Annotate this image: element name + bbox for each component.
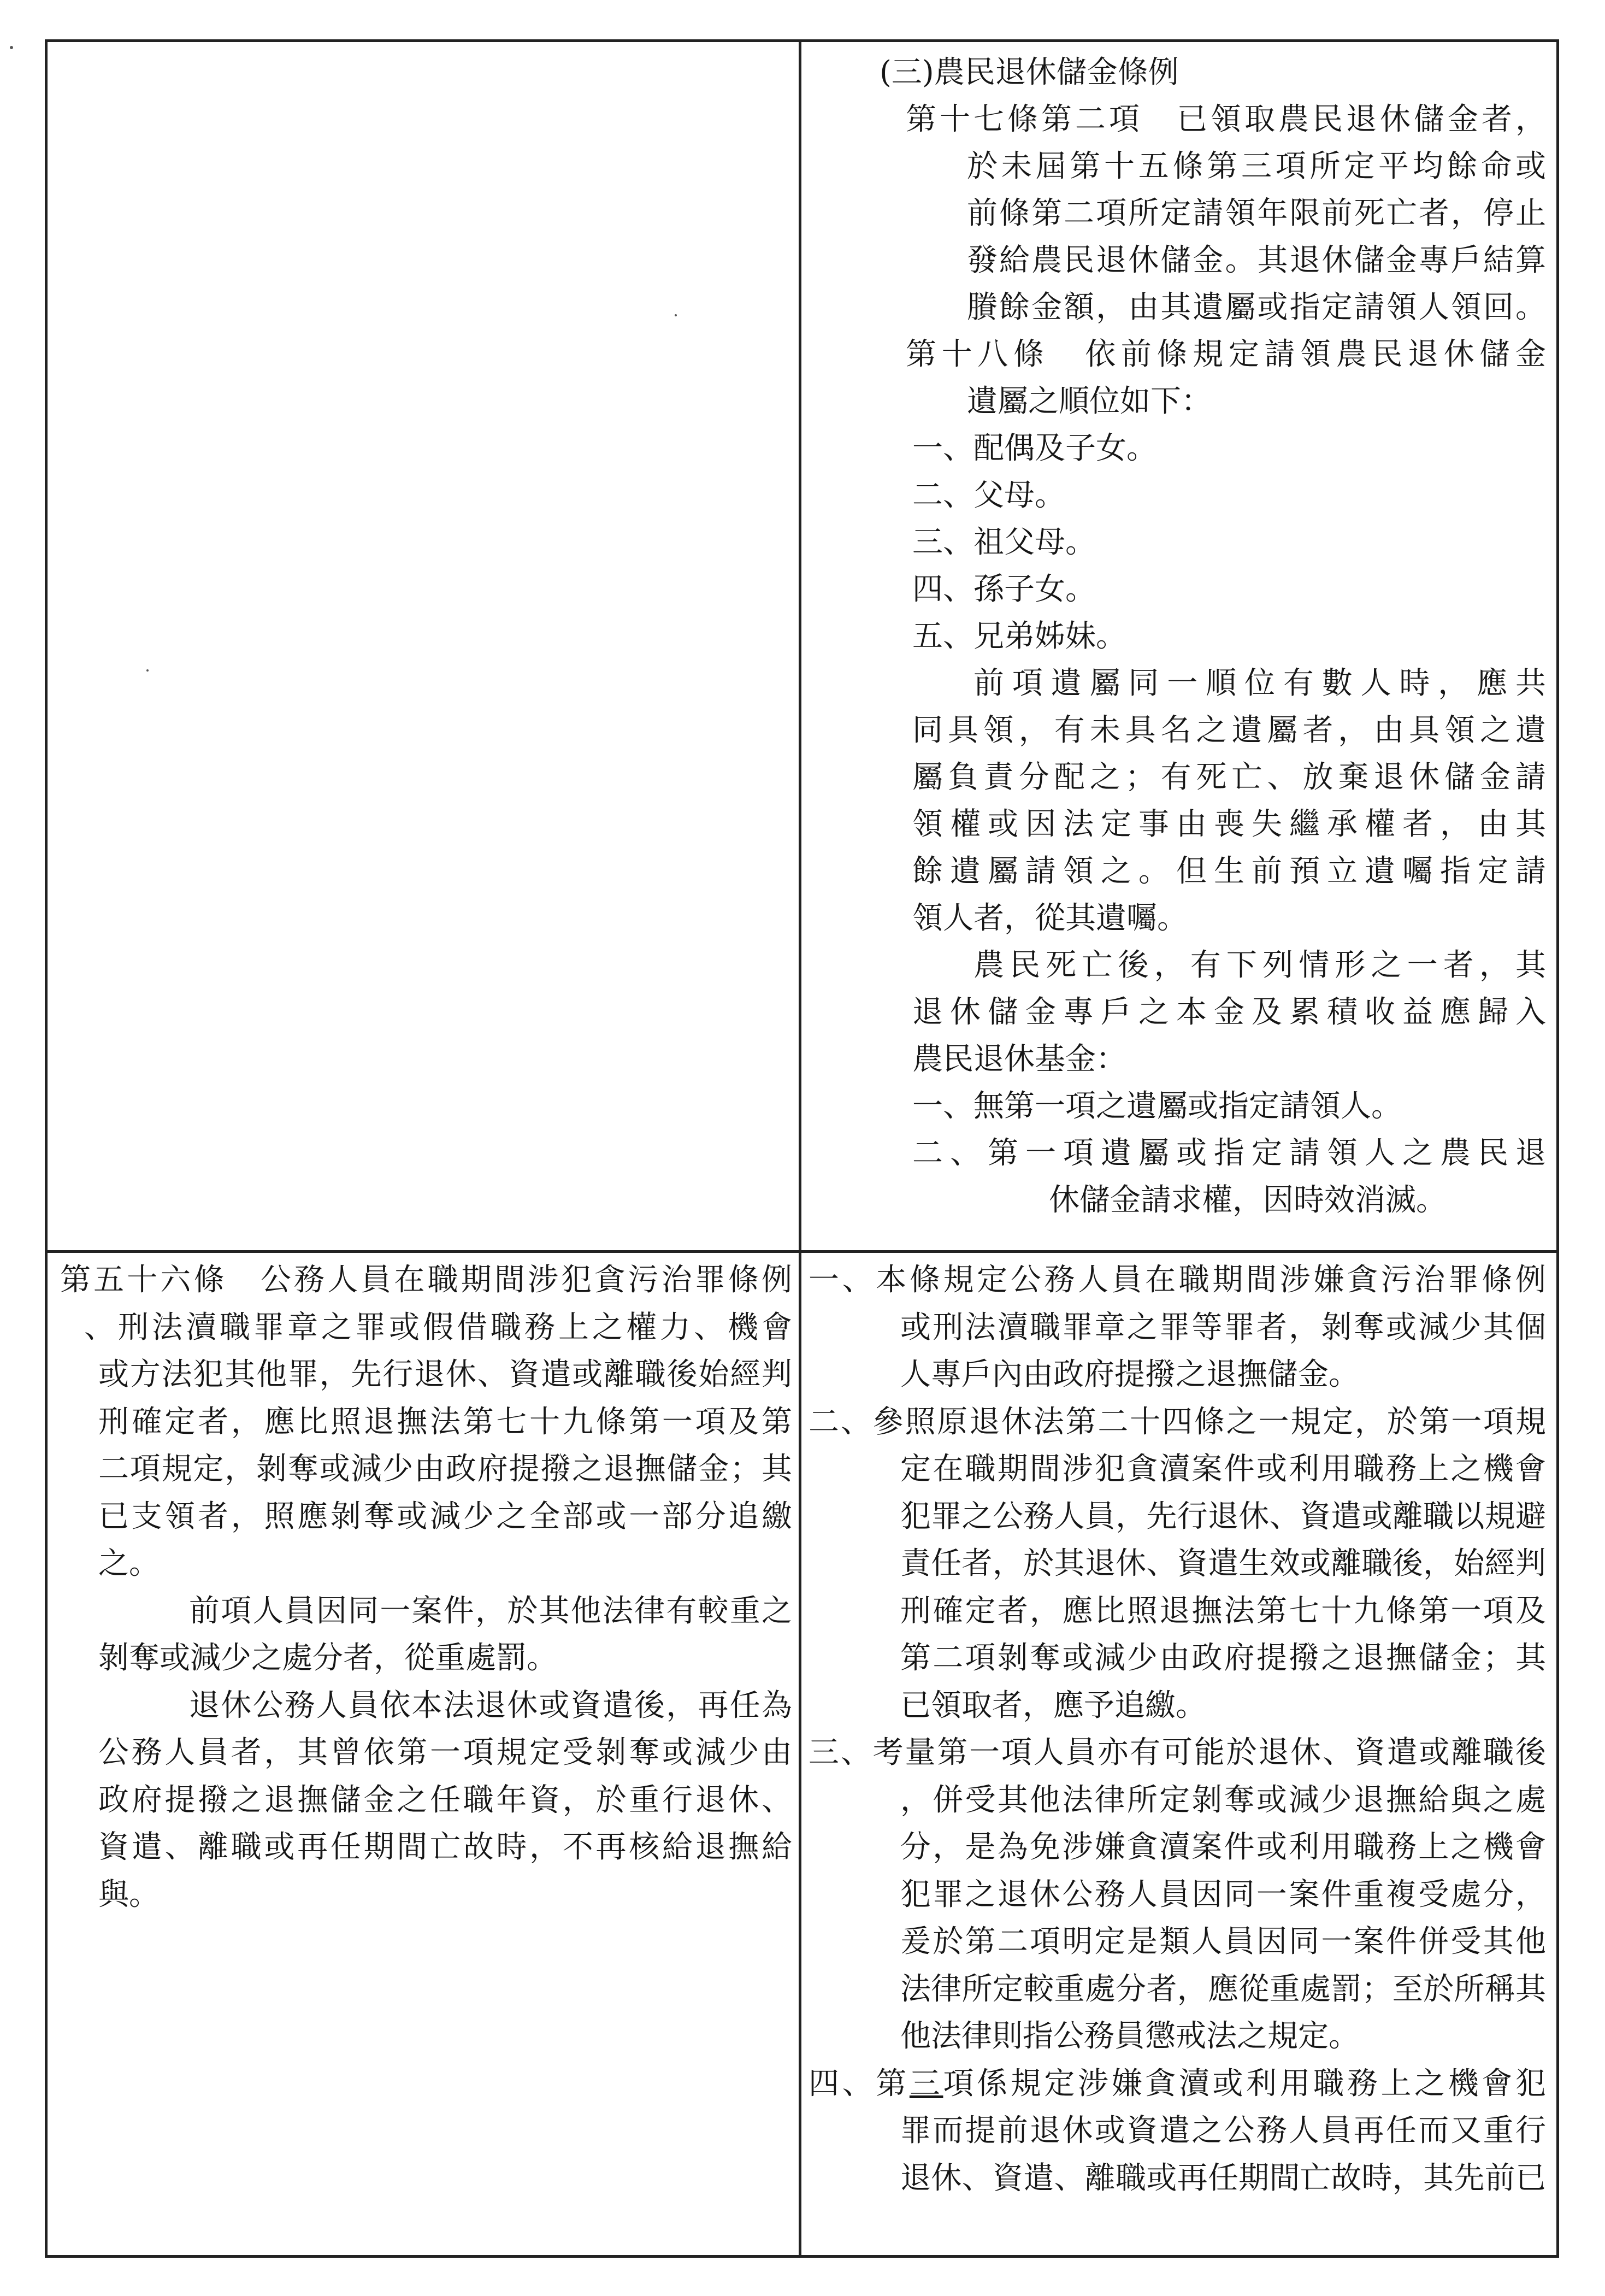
list-item: 一、配偶及子女。: [912, 431, 1157, 466]
explanation-line: 犯罪之公務人員，先行退休、資遣或離職以規避: [900, 1498, 1546, 1534]
paragraph-line: 同具領，有未具名之遺屬者，由具領之遺: [912, 713, 1546, 748]
paragraph-line: 農民死亡後，有下列情形之一者，其: [973, 947, 1546, 983]
article-17-line: 前條第二項所定請領年限前死亡者，停止: [967, 196, 1546, 231]
explanation-line: 他法律則指公務員懲戒法之規定。: [900, 2018, 1359, 2054]
article-56-line: 或方法犯其他罪，先行退休、資遣或離職後始經判: [98, 1357, 792, 1392]
list-item: 二、父母。: [912, 478, 1065, 513]
explanation-line: ，併受其他法律所定剝奪或減少退撫給與之處: [900, 1782, 1546, 1818]
scan-speck: [10, 46, 13, 49]
paragraph-line: 前項遺屬同一順位有數人時，應共: [973, 666, 1546, 701]
explanation-item-4: [809, 2060, 1546, 2203]
article-17-line: 於未屆第十五條第三項所定平均餘命或: [967, 149, 1546, 184]
paragraph-line: 屬負責分配之；有死亡、放棄退休儲金請: [912, 760, 1546, 795]
paragraph-after-death: [809, 942, 1546, 1083]
article-18-block: [809, 331, 1546, 425]
explanation-line: 刑確定者，應比照退撫法第七十九條第一項及: [900, 1593, 1546, 1629]
explanation-line: 二、參照原退休法第二十四條之一規定，於第一項規: [809, 1404, 1546, 1440]
article-56-cell: [60, 1257, 792, 2251]
item-4-prefix: 四、第: [809, 2065, 910, 2101]
article-56-line: 、刑法瀆職罪章之罪或假借職務上之權力、機會: [84, 1309, 792, 1345]
explanation-line: 第二項剝奪或減少由政府提撥之退撫儲金；其: [900, 1640, 1546, 1676]
explanation-line: 人專戶內由政府提撥之退撫儲金。: [900, 1357, 1359, 1392]
article-18-line: 第十八條 依前條規定請領農民退休儲金: [906, 337, 1546, 372]
paragraph-line: 領人者，從其遺囑。: [912, 900, 1188, 936]
row-divider: [45, 1250, 1559, 1253]
article-56-line: 已支領者，照應剝奪或減少之全部或一部分追繳: [98, 1498, 792, 1534]
article-56-block: [60, 1257, 792, 1588]
article-18-line: 遺屬之順位如下：: [967, 384, 1212, 419]
explanation-item-1: [809, 1257, 1546, 1399]
sub-item-line: 二、第一項遺屬或指定請領人之農民退: [912, 1135, 1546, 1171]
article-56-line: 刑確定者，應比照退撫法第七十九條第一項及第: [98, 1404, 792, 1440]
article-17-block: [809, 96, 1546, 331]
paragraph-line: 資遣、離職或再任期間亡故時，不再核給退撫給: [98, 1829, 792, 1865]
paragraph-line: 農民退休基金：: [912, 1041, 1126, 1077]
explanation-line: 分，是為免涉嫌貪瀆案件或利用職務上之機會: [900, 1829, 1546, 1865]
paragraph-line: 領權或因法定事由喪失繼承權者，由其: [912, 806, 1546, 842]
paragraph-line: 前項人員因同一案件，於其他法律有較重之: [189, 1593, 792, 1629]
explanation-line: 責任者，於其退休、資遣生效或離職後，始經判: [900, 1546, 1546, 1581]
article-56-paragraph-3: [60, 1682, 792, 1919]
article-17-line: 第十七條第二項 已領取農民退休儲金者，: [906, 102, 1546, 137]
explanation-line: [809, 2060, 1546, 2108]
list-item: 五、兄弟姊妹。: [912, 619, 1126, 654]
sub-item-1: 一、無第一項之遺屬或指定請領人。: [912, 1088, 1402, 1124]
paragraph-same-order: [809, 660, 1546, 942]
explanation-line: 法律所定較重處分者，應從重處罰；至於所稱其: [900, 1971, 1546, 2007]
explanation-line: 退休、資遣、離職或再任期間亡故時，其先前已: [900, 2160, 1546, 2196]
list-item: 四、孫子女。: [912, 572, 1096, 607]
explanation-line: 已領取者，應予追繳。: [900, 1687, 1206, 1723]
article-17-line: 發給農民退休儲金。其退休儲金專戶結算: [967, 243, 1546, 278]
sub-item-2: [809, 1130, 1546, 1224]
article-56-paragraph-2: [60, 1588, 792, 1682]
explanation-line: 定在職期間涉犯貪瀆案件或利用職務上之機會: [900, 1451, 1546, 1487]
explanation-item-3: [809, 1729, 1546, 2060]
paragraph-line: 退休儲金專戶之本金及累積收益應歸入: [912, 994, 1546, 1030]
article-56-line: 第五十六條 公務人員在職期間涉犯貪污治罪條例: [60, 1262, 792, 1298]
paragraph-line: 餘遺屬請領之。但生前預立遺囑指定請: [912, 853, 1546, 889]
explanation-cell: [809, 1257, 1546, 2251]
underlined-number: 三: [909, 2065, 943, 2101]
article-17-line: 賸餘金額，由其遺屬或指定請領人領回。: [967, 290, 1546, 325]
paragraph-line: 退休公務人員依本法退休或資遣後，再任為: [189, 1687, 792, 1723]
paragraph-line: 政府提撥之退撫儲金之任職年資，於重行退休、: [98, 1782, 792, 1818]
section-heading: (三)農民退休儲金條例: [880, 55, 1179, 90]
explanation-line: 罪而提前退休或資遣之公務人員再任而又重行: [900, 2113, 1546, 2148]
explanation-line: 爰於第二項明定是類人員因同一案件併受其他: [900, 1924, 1546, 1959]
paragraph-line: 與。: [98, 1876, 160, 1912]
explanation-line: 或刑法瀆職罪章之罪等罪者，剝奪或減少其個: [900, 1309, 1546, 1345]
sub-item-line: 休儲金請求權，因時效消滅。: [1049, 1182, 1447, 1218]
farmer-retirement-savings-cell: [809, 49, 1546, 1246]
article-56-line: 之。: [98, 1546, 160, 1581]
explanation-line: 一、本條規定公務人員在職期間涉嫌貪污治罪條例: [809, 1262, 1546, 1298]
list-item: 三、祖父母。: [912, 525, 1096, 560]
explanation-item-2: [809, 1399, 1546, 1730]
heir-order-list: [809, 425, 1546, 660]
paragraph-line: 公務人員者，其曾依第一項規定受剝奪或減少由: [98, 1735, 792, 1770]
empty-cell: [60, 49, 792, 1246]
item-4-rest: 項係規定涉嫌貪瀆或利用職務上之機會犯: [943, 2065, 1546, 2101]
paragraph-line: 剝奪或減少之處分者，從重處罰。: [98, 1640, 557, 1676]
explanation-line: 犯罪之退休公務人員因同一案件重複受處分，: [900, 1876, 1546, 1912]
explanation-line: 三、考量第一項人員亦有可能於退休、資遣或離職後: [809, 1735, 1546, 1770]
column-divider: [799, 39, 801, 2258]
article-56-line: 二項規定，剝奪或減少由政府提撥之退撫儲金；其: [98, 1451, 792, 1487]
